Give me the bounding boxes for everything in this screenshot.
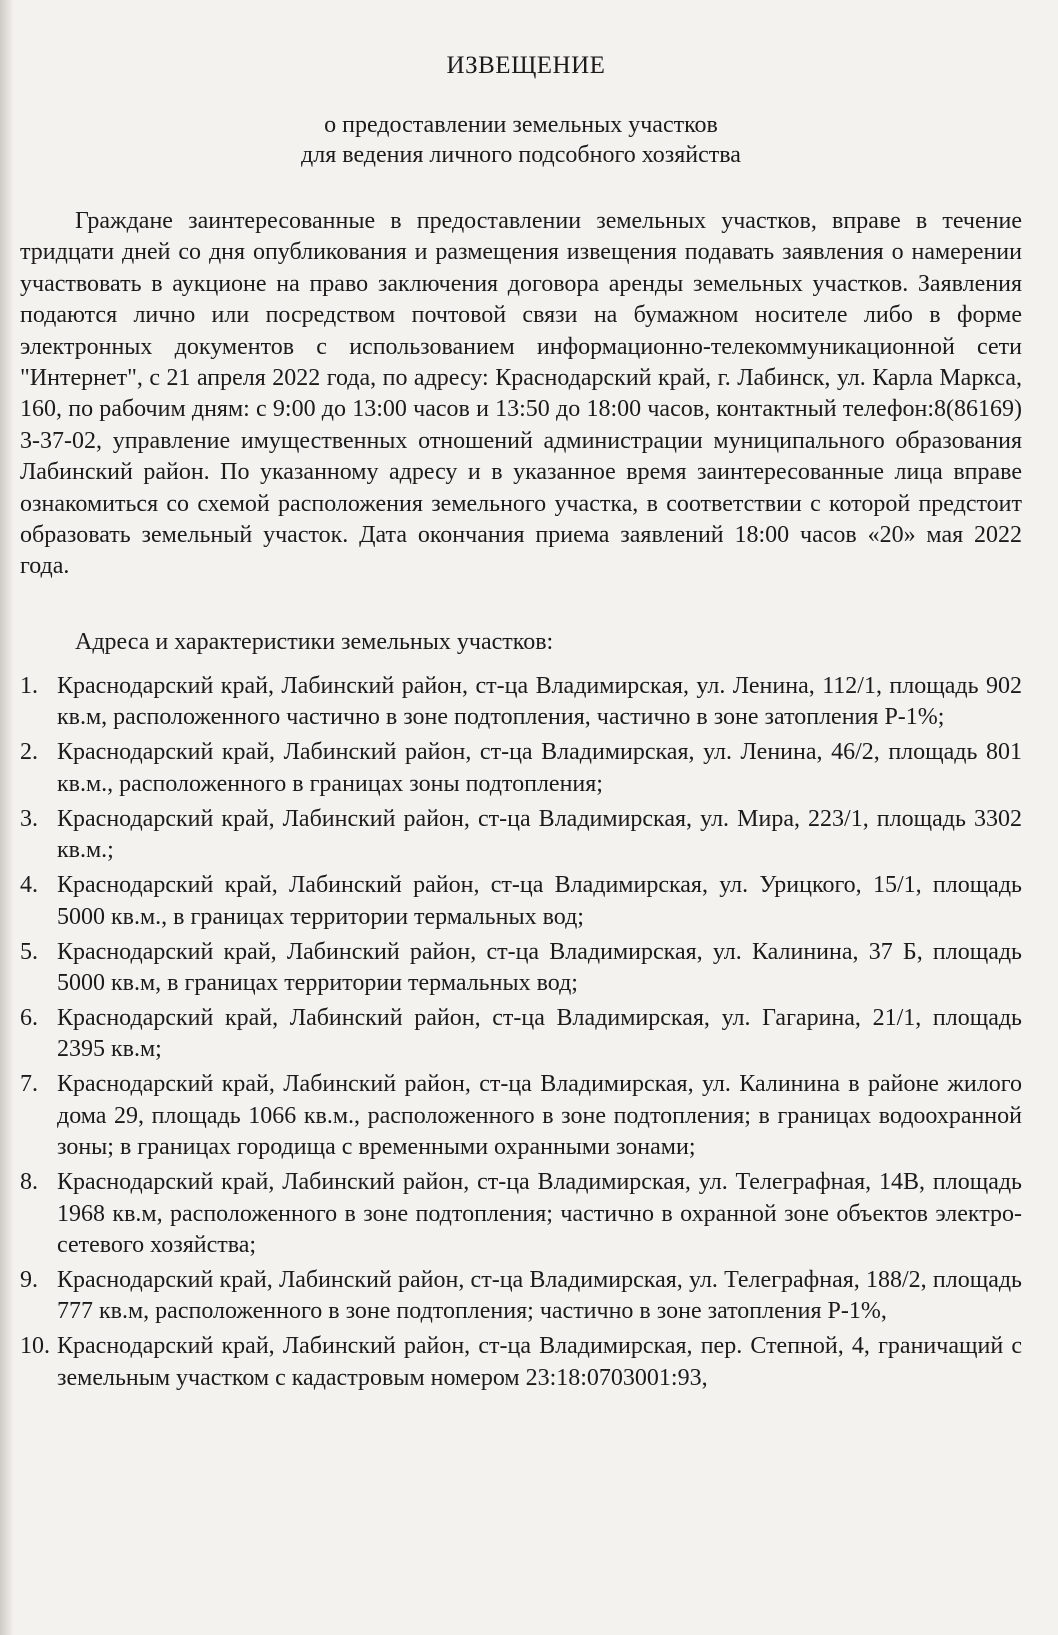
- list-item: [20, 1069, 1022, 1163]
- main-paragraph: Граждане заинтересованные в предоставлении земельных участков, вправе в течение тридцати дней со дня опубликования и размещения извещения подавать заявления о намерении участвовать в аукционе на право заключения договора аренды земельных участков. Заявления подаются лично или посредством почтовой связи на бумажном носителе либо в форме электронных документов с использованием информационно-телекоммуникационной сети "Интернет", с 21 апреля 2022 года, по адресу: Краснодарский край, г. Лабинск, ул. Карла Маркса, 160, по рабочим дням: с 9:00 до 13:00 часов и 13:50 до 18:00 часов, контактный телефон:8(86169) 3-37-02, управление имущественных отношений администрации муниципального образования Лабинский район. По указанному адресу и в указанное время заинтересованные лица вправе ознакомиться со схемой расположения земельного участка, в соответствии с которой предстоит образовать земельный участок. Дата окончания приема заявлений 18:00 часов «20» мая 2022 года.: [20, 208, 1022, 580]
- list-item-text: Краснодарский край, Лабинский район, ст-ца Владимирская, ул. Телеграфная, 14В, площадь 1968 кв.м, расположенного в зоне подтопления; частично в охранной зоне объектов электро-сетевого хозяйства;: [57, 1169, 1022, 1258]
- list-item-text: Краснодарский край, Лабинский район, ст-ца Владимирская, пер. Степной, 4, граничащий с земельным участком с кадастровым номером 23:18:0703001:93,: [57, 1333, 1022, 1391]
- parcels-list: [20, 671, 1022, 1394]
- list-item-text: Краснодарский край, Лабинский район, ст-ца Владимирская, ул. Ленина, 112/1, площадь 902 кв.м, расположенного частично в зоне подтопления, частично в зоне затопления Р-1%;: [57, 672, 1022, 731]
- subtitle-line-2: для ведения личного подсобного хозяйства: [301, 142, 741, 168]
- page-edge-shadow: [0, 0, 14, 1635]
- list-item-text: Краснодарский край, Лабинский район, ст-ца Владимирская, ул. Мира, 223/1, площадь 3302 кв.м.;: [57, 805, 1022, 864]
- list-item-number: 1.: [20, 672, 38, 699]
- list-item-number: 8.: [20, 1169, 38, 1196]
- list-item-text: Краснодарский край, Лабинский район, ст-ца Владимирская, ул. Калинина в районе жилого дома 29, площадь 1066 кв.м., расположенного в зоне подтопления; в границах водоохранной зоны; в границах городища с временными охранными зонами;: [57, 1071, 1022, 1161]
- subtitle-line-1: о предоставлении земельных участков: [324, 112, 718, 138]
- list-item-text: Краснодарский край, Лабинский район, ст-ца Владимирская, ул. Гагарина, 21/1, площадь 2395 кв.м;: [57, 1004, 1022, 1063]
- list-item-number: 10.: [20, 1333, 50, 1360]
- list-item: [20, 671, 1022, 734]
- document-subtitle: [20, 110, 1022, 170]
- list-item-text: Краснодарский край, Лабинский район, ст-ца Владимирская, ул. Телеграфная, 188/2, площадь 777 кв.м, расположенного в зоне подтопления; частично в зоне затопления Р-1%,: [57, 1266, 1022, 1325]
- list-item-text: Краснодарский край, Лабинский район, ст-ца Владимирская, ул. Калинина, 37 Б, площадь 5000 кв.м, в границах территории термальных вод;: [57, 938, 1022, 996]
- document-title: ИЗВЕЩЕНИЕ: [446, 52, 606, 79]
- list-item-number: 5.: [20, 938, 38, 965]
- list-item-number: 3.: [20, 805, 38, 832]
- list-item: [20, 804, 1022, 867]
- list-item-number: 7.: [20, 1071, 38, 1098]
- list-item-number: 2.: [20, 739, 38, 766]
- list-item: [20, 1265, 1022, 1328]
- list-item-text: Краснодарский край, Лабинский район, ст-ца Владимирская, ул. Урицкого, 15/1, площадь 5000 кв.м., в границах территории термальных вод;: [57, 872, 1022, 930]
- list-item-number: 4.: [20, 872, 38, 899]
- list-item-number: 6.: [20, 1004, 38, 1031]
- parcels-heading: Адреса и характеристики земельных участков:: [75, 628, 554, 655]
- list-item-text: Краснодарский край, Лабинский район, ст-ца Владимирская, ул. Ленина, 46/2, площадь 801 кв.м., расположенного в границах зоны подтопления;: [57, 739, 1022, 797]
- list-item-number: 9.: [20, 1266, 38, 1293]
- list-item: [20, 1167, 1022, 1261]
- list-item: [20, 1331, 1022, 1394]
- list-item: [20, 870, 1022, 933]
- list-item: [20, 1003, 1022, 1066]
- list-item: [20, 937, 1022, 1000]
- list-item: [20, 737, 1022, 800]
